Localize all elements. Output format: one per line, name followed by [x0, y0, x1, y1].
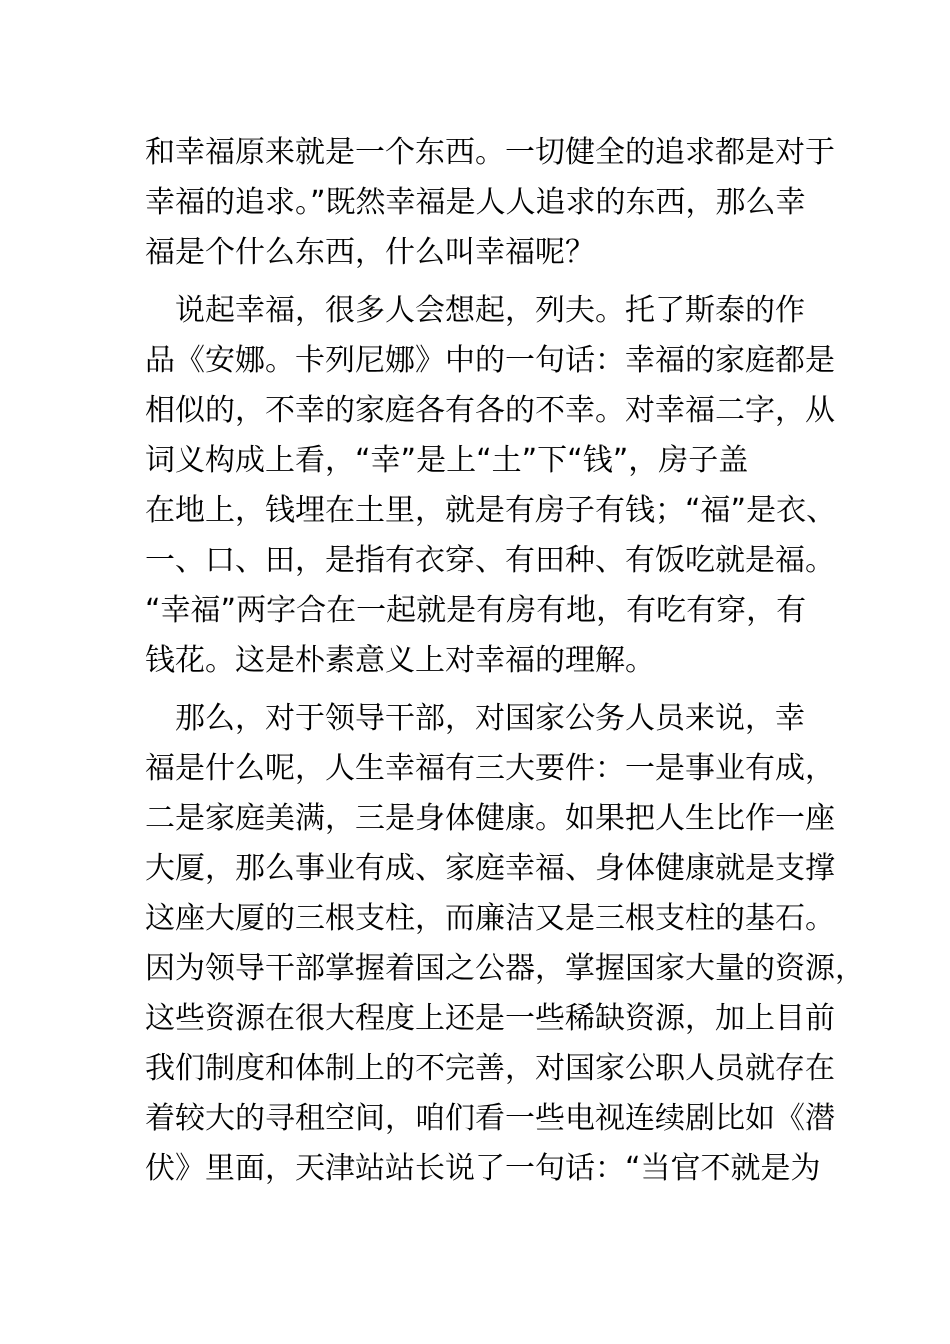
- paragraph-spacer: [145, 278, 825, 286]
- text-line: 词义构成上看，“幸”是上“土”下“钱”，房子盖: [145, 443, 749, 478]
- text-line: 我们制度和体制上的不完善，对国家公职人员就存在: [145, 1051, 835, 1086]
- text-line: 福是什么呢，人生幸福有三大要件：一是事业有成，: [145, 751, 835, 786]
- text-line: 大厦，那么事业有成、家庭幸福、身体健康就是支撑: [145, 851, 835, 886]
- text-line: 幸福的追求。”既然幸福是人人追求的东西，那么幸: [145, 185, 806, 220]
- paragraph-1: [145, 128, 835, 278]
- text-line: 这座大厦的三根支柱，而廉洁又是三根支柱的基石。: [145, 901, 835, 936]
- text-line: 着较大的寻租空间，咱们看一些电视连续剧比如《潜: [145, 1101, 835, 1136]
- text-line: 说起幸福，很多人会想起，列夫。托了斯泰的作: [145, 293, 805, 328]
- text-line: 福是个什么东西，什么叫幸福呢？: [145, 235, 595, 270]
- text-line: 因为领导干部掌握着国之公器，掌握国家大量的资源，: [145, 951, 865, 986]
- body-text: [145, 128, 865, 1194]
- text-line: 和幸福原来就是一个东西。一切健全的追求都是对于: [145, 135, 835, 170]
- text-line: 二是家庭美满，三是身体健康。如果把人生比作一座: [145, 801, 835, 836]
- paragraph-3: [145, 694, 865, 1194]
- text-line: 一、口、田，是指有衣穿、有田种、有饭吃就是福。: [145, 543, 835, 578]
- text-line: “幸福”两字合在一起就是有房有地，有吃有穿，有: [145, 593, 807, 628]
- text-line: 那么，对于领导干部，对国家公务人员来说，幸: [145, 701, 805, 736]
- text-line: 伏》里面，天津站站长说了一句话：“当官不就是为: [145, 1151, 821, 1186]
- text-line: 这些资源在很大程度上还是一些稀缺资源，加上目前: [145, 1001, 835, 1036]
- text-line: 钱花。这是朴素意义上对幸福的理解。: [145, 643, 655, 678]
- paragraph-spacer: [145, 686, 825, 694]
- text-line: 相似的，不幸的家庭各有各的不幸。对幸福二字，从: [145, 393, 835, 428]
- text-line: 在地上，钱埋在土里，就是有房子有钱；“福”是衣、: [145, 493, 837, 528]
- paragraph-2: [145, 286, 837, 686]
- text-line: 品《安娜。卡列尼娜》中的一句话：幸福的家庭都是: [145, 343, 835, 378]
